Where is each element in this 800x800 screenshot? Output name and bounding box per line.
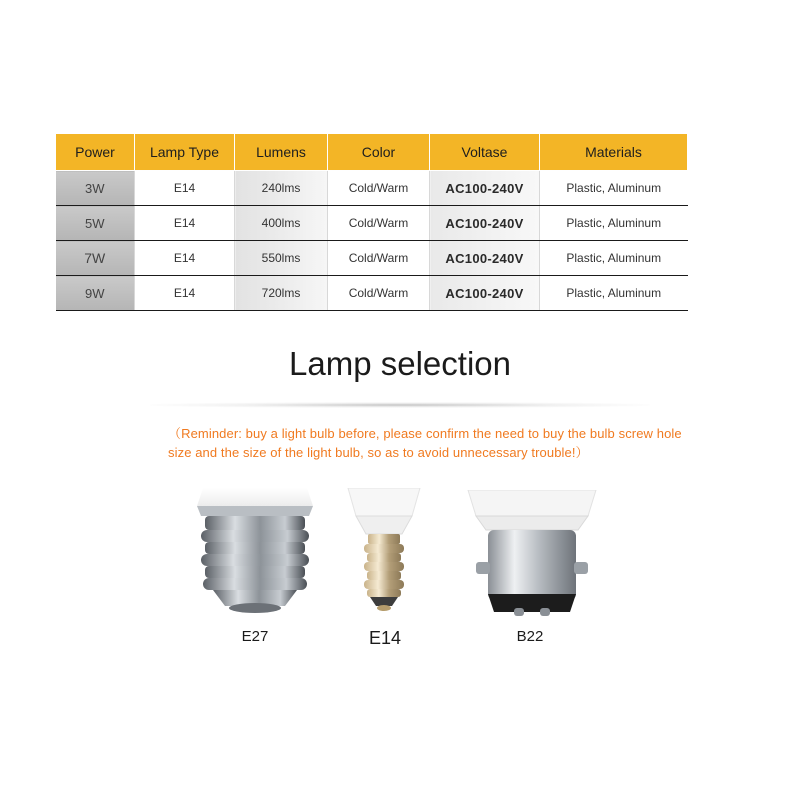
power-cell: 7W xyxy=(56,241,135,276)
table-row xyxy=(56,276,688,311)
table-row xyxy=(56,241,688,276)
materials-cell: Plastic, Aluminum xyxy=(540,206,688,241)
power-cell: 5W xyxy=(56,206,135,241)
b22-base-image xyxy=(462,490,602,620)
color-cell: Cold/Warm xyxy=(328,206,430,241)
voltage-cell: AC100-240V xyxy=(430,206,540,241)
divider xyxy=(150,402,650,408)
header-color: Color xyxy=(328,134,430,171)
e14-base-image xyxy=(344,488,424,623)
lamp-type-cell: E14 xyxy=(135,276,235,311)
color-cell: Cold/Warm xyxy=(328,276,430,311)
header-lumens: Lumens xyxy=(235,134,328,171)
color-cell: Cold/Warm xyxy=(328,241,430,276)
power-cell: 9W xyxy=(56,276,135,311)
spec-table xyxy=(55,133,688,311)
b22-bayonet-base-icon xyxy=(462,490,602,620)
materials-cell: Plastic, Aluminum xyxy=(540,276,688,311)
header-power: Power xyxy=(56,134,135,171)
materials-cell: Plastic, Aluminum xyxy=(540,241,688,276)
materials-cell: Plastic, Aluminum xyxy=(540,171,688,206)
lumens-cell: 550lms xyxy=(235,241,328,276)
e14-label: E14 xyxy=(368,628,402,648)
voltage-cell: AC100-240V xyxy=(430,241,540,276)
lumens-cell: 240lms xyxy=(235,171,328,206)
table-header-row xyxy=(56,134,688,171)
lumens-cell: 400lms xyxy=(235,206,328,241)
color-cell: Cold/Warm xyxy=(328,171,430,206)
header-lamp-type: Lamp Type xyxy=(135,134,235,171)
power-cell: 3W xyxy=(56,171,135,206)
reminder-note: （Reminder: buy a light bulb before, please confirm the need to buy the bulb screw hole size and the size of the light bulb, so as to avoid unnecessary trouble!） xyxy=(168,426,682,460)
voltage-cell: AC100-240V xyxy=(430,276,540,311)
header-voltage: Voltase xyxy=(430,134,540,171)
lamp-type-cell: E14 xyxy=(135,171,235,206)
e27-screw-base-icon xyxy=(185,488,325,623)
voltage-cell: AC100-240V xyxy=(430,171,540,206)
lamp-type-cell: E14 xyxy=(135,241,235,276)
e27-label: E27 xyxy=(241,628,269,645)
table-row xyxy=(56,171,688,206)
lamp-type-cell: E14 xyxy=(135,206,235,241)
b22-label: B22 xyxy=(516,628,544,645)
section-title: Lamp selection xyxy=(289,345,511,382)
e27-base-image xyxy=(185,488,325,623)
e14-screw-base-icon xyxy=(344,488,424,623)
header-materials: Materials xyxy=(540,134,688,171)
table-row xyxy=(56,206,688,241)
lumens-cell: 720lms xyxy=(235,276,328,311)
